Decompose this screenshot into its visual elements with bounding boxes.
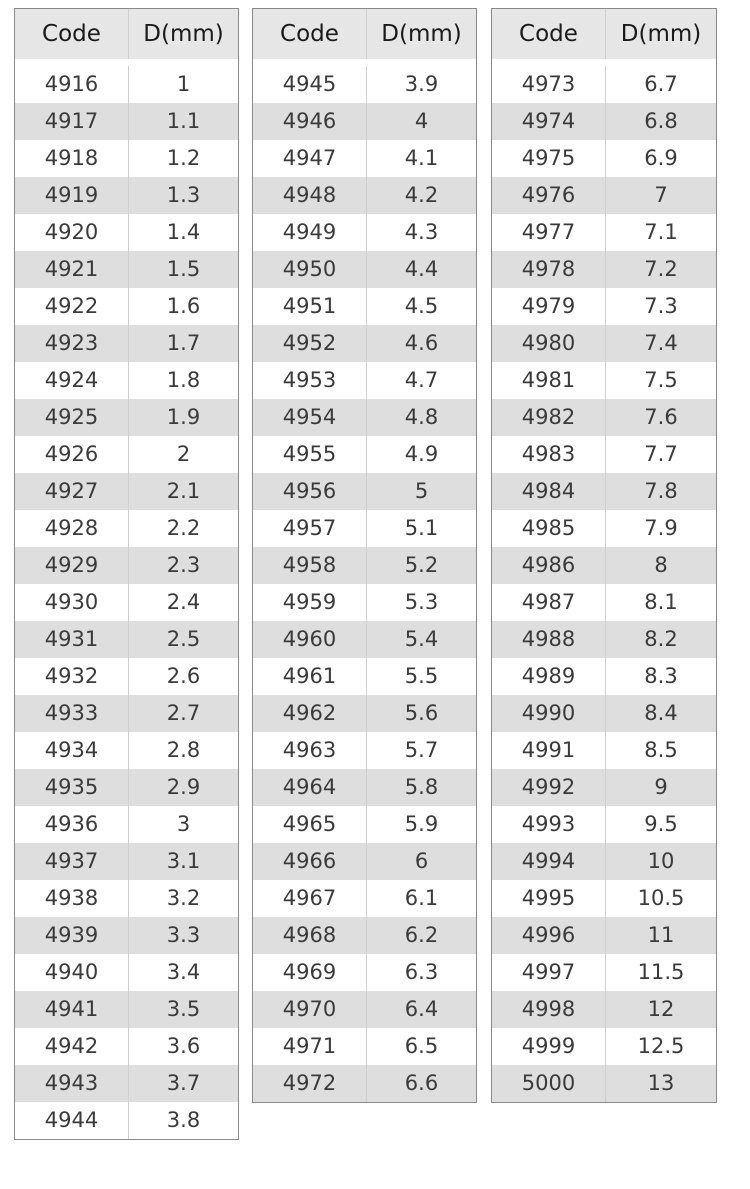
table-row (253, 1028, 476, 1065)
table-row (253, 399, 476, 436)
code-cell: 4943 (15, 1065, 129, 1102)
diameter-cell: 4.6 (404, 331, 439, 355)
table-row (15, 288, 238, 325)
code-cell: 4989 (492, 658, 606, 695)
diameter-cell: 4.3 (404, 220, 439, 244)
table-row (15, 917, 238, 954)
table-row (15, 473, 238, 510)
table-body (253, 66, 476, 1102)
diameter-cell: 2.4 (166, 590, 201, 614)
code-cell: 4985 (492, 510, 606, 547)
table-row (253, 658, 476, 695)
code-cell: 4919 (15, 177, 129, 214)
table-row (492, 584, 716, 621)
diameter-cell: 6.9 (644, 146, 678, 170)
code-cell: 4928 (15, 510, 129, 547)
diameter-cell: 1.9 (166, 405, 201, 429)
table-row (492, 288, 716, 325)
diameter-cell: 3.1 (166, 849, 201, 873)
diameter-cell: 5.2 (404, 553, 439, 577)
table-row (15, 1065, 238, 1102)
table-row (253, 880, 476, 917)
table-row (492, 917, 716, 954)
code-cell: 4991 (492, 732, 606, 769)
table-row (253, 584, 476, 621)
table-row (15, 251, 238, 288)
diameter-cell: 1.5 (166, 257, 201, 281)
table-row (15, 140, 238, 177)
code-cell: 4973 (492, 66, 606, 103)
diameter-cell: 1.7 (166, 331, 201, 355)
diameter-cell: 6.7 (644, 72, 678, 96)
diameter-cell: 3.7 (166, 1071, 201, 1095)
diameter-cell: 6.3 (404, 960, 439, 984)
table-row (15, 769, 238, 806)
table-row (492, 325, 716, 362)
table-row (253, 362, 476, 399)
diameter-cell: 5.9 (404, 812, 439, 836)
diameter-cell: 4.5 (404, 294, 439, 318)
diameter-cell: 4.8 (404, 405, 439, 429)
code-cell: 4995 (492, 880, 606, 917)
code-cell: 4984 (492, 473, 606, 510)
table-row (492, 1065, 716, 1102)
diameter-cell: 11.5 (637, 960, 685, 984)
diameter-cell: 1.1 (166, 109, 201, 133)
code-cell: 4941 (15, 991, 129, 1028)
code-cell: 4957 (253, 510, 367, 547)
table-row (492, 362, 716, 399)
code-cell: 4975 (492, 140, 606, 177)
table-row (15, 991, 238, 1028)
code-cell: 4979 (492, 288, 606, 325)
table-row (492, 621, 716, 658)
diameter-cell: 2.1 (166, 479, 201, 503)
diameter-cell: 4.2 (404, 183, 439, 207)
code-cell: 4978 (492, 251, 606, 288)
code-cell: 4932 (15, 658, 129, 695)
table-row (253, 732, 476, 769)
code-cell: 4934 (15, 732, 129, 769)
diameter-cell: 8.5 (644, 738, 678, 762)
table-row (253, 621, 476, 658)
table-row (253, 769, 476, 806)
diameter-cell: 7.1 (644, 220, 678, 244)
table-row (15, 177, 238, 214)
diameter-cell: 6.1 (404, 886, 439, 910)
code-cell: 4949 (253, 214, 367, 251)
diameter-cell: 7.3 (644, 294, 678, 318)
code-cell: 4936 (15, 806, 129, 843)
header-code: Code (492, 9, 606, 59)
diameter-cell: 3.9 (404, 72, 439, 96)
diameter-cell: 1 (176, 72, 191, 96)
table-row (15, 103, 238, 140)
table-row (492, 658, 716, 695)
diameter-cell: 1.2 (166, 146, 201, 170)
table-row (253, 436, 476, 473)
table-row (492, 769, 716, 806)
diameter-cell: 6.6 (404, 1071, 439, 1095)
table-row (253, 325, 476, 362)
code-cell: 4924 (15, 362, 129, 399)
table-row (253, 140, 476, 177)
table-row (253, 1065, 476, 1102)
code-cell: 4994 (492, 843, 606, 880)
table-row (253, 288, 476, 325)
code-cell: 4927 (15, 473, 129, 510)
header-diameter: D(mm) (143, 21, 224, 47)
diameter-cell: 4.9 (404, 442, 439, 466)
table-row (15, 436, 238, 473)
diameter-cell: 5.7 (404, 738, 439, 762)
code-cell: 4977 (492, 214, 606, 251)
table-row (15, 621, 238, 658)
code-cell: 4990 (492, 695, 606, 732)
header-diameter: D(mm) (620, 21, 702, 47)
code-cell: 4956 (253, 473, 367, 510)
code-cell: 4987 (492, 584, 606, 621)
diameter-cell: 3.6 (166, 1034, 201, 1058)
code-cell: 4961 (253, 658, 367, 695)
diameter-cell: 12 (647, 997, 675, 1021)
code-cell: 4955 (253, 436, 367, 473)
code-cell: 4926 (15, 436, 129, 473)
table-row (492, 806, 716, 843)
code-cell: 4917 (15, 103, 129, 140)
diameter-cell: 5.3 (404, 590, 439, 614)
code-cell: 4998 (492, 991, 606, 1028)
code-cell: 4942 (15, 1028, 129, 1065)
diameter-cell: 2.6 (166, 664, 201, 688)
code-cell: 4925 (15, 399, 129, 436)
diameter-cell: 2.7 (166, 701, 201, 725)
code-cell: 4992 (492, 769, 606, 806)
table-row (492, 880, 716, 917)
table-row (253, 103, 476, 140)
diameter-cell: 9 (654, 775, 668, 799)
table-row (253, 991, 476, 1028)
diameter-cell: 9.5 (644, 812, 678, 836)
diameter-cell: 6.8 (644, 109, 678, 133)
code-cell: 4916 (15, 66, 129, 103)
code-cell: 4946 (253, 103, 367, 140)
code-cell: 4948 (253, 177, 367, 214)
diameter-cell: 7.9 (644, 516, 678, 540)
diameter-cell: 5.6 (404, 701, 439, 725)
diameter-cell: 1.4 (166, 220, 201, 244)
diameter-cell: 4.7 (404, 368, 439, 392)
diameter-cell: 10.5 (637, 886, 685, 910)
table-row (15, 325, 238, 362)
code-cell: 4953 (253, 362, 367, 399)
header-diameter: D(mm) (381, 21, 462, 47)
code-cell: 4921 (15, 251, 129, 288)
diameter-cell: 7.4 (644, 331, 678, 355)
header-code: Code (15, 9, 129, 59)
code-cell: 4996 (492, 917, 606, 954)
table-row (15, 214, 238, 251)
diameter-cell: 2.8 (166, 738, 201, 762)
diameter-cell: 8.3 (644, 664, 678, 688)
table-row (15, 954, 238, 991)
diameter-cell: 4 (414, 109, 429, 133)
code-cell: 4929 (15, 547, 129, 584)
diameter-cell: 4.4 (404, 257, 439, 281)
table-row (492, 251, 716, 288)
table-header (253, 9, 476, 59)
code-cell: 4950 (253, 251, 367, 288)
table-row (253, 917, 476, 954)
code-cell: 4997 (492, 954, 606, 991)
diameter-cell: 11 (647, 923, 675, 947)
table-row (15, 1102, 238, 1139)
header-code: Code (253, 9, 367, 59)
table-row (492, 140, 716, 177)
table-row (253, 695, 476, 732)
table-row (492, 66, 716, 103)
table-row (492, 547, 716, 584)
code-cell: 4951 (253, 288, 367, 325)
code-cell: 4958 (253, 547, 367, 584)
table-row (15, 1028, 238, 1065)
code-table-2 (252, 8, 477, 1103)
code-cell: 4937 (15, 843, 129, 880)
code-cell: 4965 (253, 806, 367, 843)
code-cell: 4967 (253, 880, 367, 917)
table-row (15, 658, 238, 695)
diameter-cell: 3.3 (166, 923, 201, 947)
diameter-cell: 7.5 (644, 368, 678, 392)
table-row (15, 66, 238, 103)
table-row (492, 843, 716, 880)
diameter-cell: 2.3 (166, 553, 201, 577)
code-cell: 4993 (492, 806, 606, 843)
table-row (253, 547, 476, 584)
code-cell: 4945 (253, 66, 367, 103)
table-row (253, 66, 476, 103)
code-cell: 4920 (15, 214, 129, 251)
table-row (492, 399, 716, 436)
table-row (15, 399, 238, 436)
diameter-cell: 2.9 (166, 775, 201, 799)
code-cell: 4971 (253, 1028, 367, 1065)
code-cell: 4968 (253, 917, 367, 954)
diameter-cell: 4.1 (404, 146, 439, 170)
code-cell: 4930 (15, 584, 129, 621)
code-cell: 4982 (492, 399, 606, 436)
code-cell: 4970 (253, 991, 367, 1028)
diameter-cell: 3.2 (166, 886, 201, 910)
diameter-cell: 6.4 (404, 997, 439, 1021)
code-cell: 4947 (253, 140, 367, 177)
table-row (492, 436, 716, 473)
code-cell: 4918 (15, 140, 129, 177)
diameter-cell: 6.2 (404, 923, 439, 947)
table-row (492, 1028, 716, 1065)
diameter-cell: 7.8 (644, 479, 678, 503)
diameter-cell: 5.1 (404, 516, 439, 540)
table-row (492, 510, 716, 547)
table-row (492, 177, 716, 214)
table-row (15, 547, 238, 584)
diameter-cell: 7 (654, 183, 668, 207)
code-cell: 5000 (492, 1065, 606, 1102)
diameter-cell: 8.4 (644, 701, 678, 725)
code-cell: 4938 (15, 880, 129, 917)
table-row (253, 806, 476, 843)
table-row (253, 510, 476, 547)
table-row (253, 473, 476, 510)
code-cell: 4960 (253, 621, 367, 658)
diameter-cell: 3.8 (166, 1108, 201, 1132)
table-row (15, 584, 238, 621)
diameter-cell: 5.5 (404, 664, 439, 688)
table-row (15, 510, 238, 547)
table-body (15, 66, 238, 1139)
code-cell: 4923 (15, 325, 129, 362)
table-row (492, 991, 716, 1028)
diameter-cell: 12.5 (637, 1034, 685, 1058)
diameter-cell: 8.1 (644, 590, 678, 614)
table-body (492, 66, 716, 1102)
code-cell: 4964 (253, 769, 367, 806)
diameter-cell: 5.8 (404, 775, 439, 799)
code-cell: 4974 (492, 103, 606, 140)
diameter-cell: 7.6 (644, 405, 678, 429)
code-cell: 4939 (15, 917, 129, 954)
diameter-cell: 8 (654, 553, 668, 577)
code-cell: 4959 (253, 584, 367, 621)
code-cell: 4944 (15, 1102, 129, 1139)
diameter-cell: 8.2 (644, 627, 678, 651)
table-row (492, 954, 716, 991)
code-cell: 4962 (253, 695, 367, 732)
diameter-cell: 1.3 (166, 183, 201, 207)
table-row (492, 473, 716, 510)
code-cell: 4981 (492, 362, 606, 399)
code-cell: 4935 (15, 769, 129, 806)
code-table-3 (491, 8, 717, 1103)
code-cell: 4931 (15, 621, 129, 658)
diameter-cell: 5.4 (404, 627, 439, 651)
diameter-cell: 7.2 (644, 257, 678, 281)
table-row (15, 695, 238, 732)
table-row (253, 214, 476, 251)
code-cell: 4999 (492, 1028, 606, 1065)
code-cell: 4988 (492, 621, 606, 658)
table-row (15, 362, 238, 399)
code-cell: 4933 (15, 695, 129, 732)
code-cell: 4922 (15, 288, 129, 325)
code-cell: 4969 (253, 954, 367, 991)
code-cell: 4980 (492, 325, 606, 362)
code-cell: 4976 (492, 177, 606, 214)
table-row (15, 806, 238, 843)
table-row (15, 732, 238, 769)
table-row (253, 843, 476, 880)
table-row (492, 732, 716, 769)
diameter-cell: 3.4 (166, 960, 201, 984)
diameter-cell: 2.2 (166, 516, 201, 540)
diameter-cell: 2 (176, 442, 191, 466)
code-cell: 4952 (253, 325, 367, 362)
diameter-cell: 3 (176, 812, 191, 836)
code-cell: 4963 (253, 732, 367, 769)
code-cell: 4966 (253, 843, 367, 880)
diameter-cell: 3.5 (166, 997, 201, 1021)
table-row (492, 695, 716, 732)
diameter-cell: 10 (647, 849, 675, 873)
table-row (253, 251, 476, 288)
code-cell: 4954 (253, 399, 367, 436)
diameter-cell: 7.7 (644, 442, 678, 466)
diameter-cell: 1.8 (166, 368, 201, 392)
diameter-cell: 1.6 (166, 294, 201, 318)
table-row (253, 177, 476, 214)
table-header (15, 9, 238, 59)
diameter-cell: 13 (647, 1071, 675, 1095)
table-row (15, 880, 238, 917)
diameter-cell: 5 (414, 479, 429, 503)
code-cell: 4983 (492, 436, 606, 473)
table-row (15, 843, 238, 880)
diameter-cell: 6 (414, 849, 429, 873)
diameter-cell: 2.5 (166, 627, 201, 651)
code-table-1 (14, 8, 239, 1140)
code-cell: 4940 (15, 954, 129, 991)
table-header (492, 9, 716, 59)
code-cell: 4986 (492, 547, 606, 584)
table-row (253, 954, 476, 991)
table-row (492, 103, 716, 140)
diameter-cell: 6.5 (404, 1034, 439, 1058)
table-row (492, 214, 716, 251)
code-cell: 4972 (253, 1065, 367, 1102)
